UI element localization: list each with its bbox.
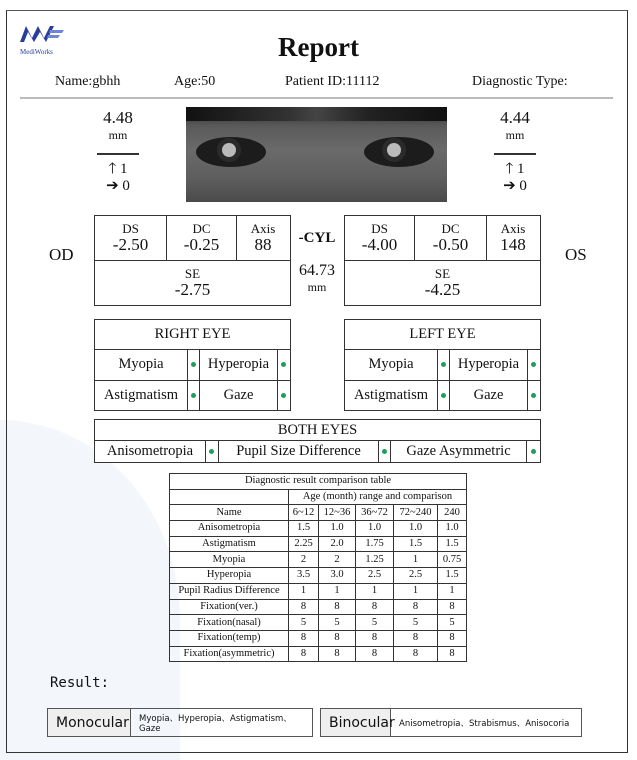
right-eye-hyperopia: Hyperopia — [199, 350, 277, 380]
status-dot-icon — [187, 381, 199, 410]
value-cell: 1.0 — [356, 521, 394, 537]
value-cell: 8 — [289, 646, 319, 662]
value-cell: 8 — [356, 630, 394, 646]
comparison-table — [169, 473, 467, 662]
right-pupil-info — [93, 109, 143, 195]
value-cell: 1 — [356, 583, 394, 599]
value-cell: 8 — [394, 630, 438, 646]
value-cell: 8 — [394, 646, 438, 662]
logo-text: MediWorks — [20, 48, 53, 56]
page-title: Report — [278, 32, 359, 62]
row-name-cell: Fixation(nasal) — [170, 615, 289, 631]
both-eyes-panel — [94, 419, 541, 463]
od-dc: DC -0.25 — [167, 216, 237, 260]
value-cell: 8 — [289, 599, 319, 615]
binocular-label: Binocular — [321, 709, 391, 736]
left-eye-title: LEFT EYE — [409, 326, 476, 342]
row-name-cell: Anisometropia — [170, 521, 289, 537]
value-cell: 1.0 — [394, 521, 438, 537]
value-cell: 1.0 — [319, 521, 356, 537]
value-cell: 1 — [394, 583, 438, 599]
table-row — [170, 630, 467, 646]
arrow-right-icon: ➔ — [106, 177, 119, 194]
arrow-right-icon: ➔ — [503, 177, 516, 194]
right-eye-myopia: Myopia — [118, 356, 164, 372]
row-name-cell: Hyperopia — [170, 568, 289, 584]
od-axis: Axis 88 — [250, 221, 276, 254]
value-cell: 1.0 — [438, 521, 467, 537]
os-refraction-box — [344, 215, 541, 306]
od-refraction-box — [94, 215, 291, 306]
left-pupil-size: 4.44 — [500, 108, 530, 127]
monocular-value: Myopia、Hyperopia、Astigmatism、Gaze — [139, 713, 292, 734]
patient-age: Age:50 — [174, 74, 216, 89]
left-eye-astigmatism: Astigmatism — [353, 387, 429, 403]
value-cell: 1 — [289, 583, 319, 599]
table-row — [170, 568, 467, 584]
table-group-header: Age (month) range and comparison — [289, 489, 467, 505]
value-cell: 2.0 — [319, 536, 356, 552]
right-eye-row-1 — [95, 349, 290, 380]
value-cell: 1.5 — [438, 568, 467, 584]
patient-name: Name:gbhh — [55, 74, 121, 89]
value-cell: 1 — [319, 583, 356, 599]
column-header: Name — [170, 505, 289, 521]
both-eyes-pupil-size-difference: Pupil Size Difference — [218, 441, 378, 462]
left-pupil-info — [490, 109, 540, 195]
pupil-distance-unit: mm — [307, 280, 327, 294]
value-cell: 2.5 — [394, 568, 438, 584]
value-cell: 5 — [394, 615, 438, 631]
binocular-result — [320, 708, 582, 737]
arrow-up-icon: 🡑 — [505, 160, 514, 177]
value-cell: 1.75 — [356, 536, 394, 552]
status-dot-icon — [527, 350, 540, 380]
pupil-distance: 64.73 — [299, 262, 335, 279]
right-pupil-vertical: 1 — [120, 160, 128, 177]
left-eye-myopia: Myopia — [368, 356, 414, 372]
left-pupil-unit: mm — [505, 128, 525, 142]
table-row — [170, 599, 467, 615]
left-eye-row-1 — [345, 349, 540, 380]
status-dot-icon — [277, 381, 290, 410]
both-eyes-anisometropia: Anisometropia — [106, 443, 194, 459]
os-dc: DC -0.50 — [415, 216, 487, 260]
column-header: 12~36 — [319, 505, 356, 521]
both-eyes-row — [95, 440, 540, 462]
value-cell: 5 — [438, 615, 467, 631]
left-pupil-horizontal: 0 — [519, 177, 527, 194]
both-eyes-gaze-asymmetric: Gaze Asymmetric — [390, 441, 526, 462]
status-dot-icon — [437, 350, 449, 380]
status-dot-icon — [277, 350, 290, 380]
row-name-cell: Astigmatism — [170, 536, 289, 552]
table-row — [170, 536, 467, 552]
left-pupil-vertical: 1 — [517, 160, 525, 177]
value-cell: 3.0 — [319, 568, 356, 584]
value-cell: 2.5 — [356, 568, 394, 584]
value-cell: 2 — [289, 552, 319, 568]
table-empty-cell — [170, 489, 289, 505]
row-name-cell: Fixation(ver.) — [170, 599, 289, 615]
table-row — [170, 583, 467, 599]
status-dot-icon — [527, 381, 540, 410]
os-se: SE -4.25 — [345, 260, 540, 305]
value-cell: 1.5 — [438, 536, 467, 552]
value-cell: 0.75 — [438, 552, 467, 568]
value-cell: 1 — [438, 583, 467, 599]
cyl-label: -CYL — [298, 230, 336, 246]
left-eye-hyperopia: Hyperopia — [449, 350, 527, 380]
status-dot-icon — [437, 381, 449, 410]
table-row — [170, 552, 467, 568]
right-eye-title: RIGHT EYE — [154, 326, 231, 342]
os-label: OS — [565, 245, 587, 264]
value-cell: 8 — [394, 599, 438, 615]
right-eye-panel — [94, 319, 291, 411]
value-cell: 8 — [319, 646, 356, 662]
od-ds: DS -2.50 — [95, 216, 167, 260]
right-eye-astigmatism: Astigmatism — [103, 387, 179, 403]
value-cell: 8 — [319, 599, 356, 615]
right-pupil-unit: mm — [108, 128, 128, 142]
left-eye-row-2 — [345, 380, 540, 410]
table-row — [170, 521, 467, 537]
table-row — [170, 646, 467, 662]
left-eye-panel — [344, 319, 541, 411]
column-header: 36~72 — [356, 505, 394, 521]
binocular-value: Anisometropia、Strabismus、Anisocoria — [399, 718, 570, 729]
column-header: 240 — [438, 505, 467, 521]
value-cell: 1.25 — [356, 552, 394, 568]
os-axis: Axis 148 — [500, 221, 526, 254]
right-eye-row-2 — [95, 380, 290, 410]
table-title: Diagnostic result comparison table — [170, 474, 467, 490]
right-eye-gaze: Gaze — [199, 381, 277, 410]
value-cell: 1.5 — [289, 521, 319, 537]
value-cell: 8 — [356, 646, 394, 662]
status-dot-icon — [378, 441, 390, 462]
right-pupil-size: 4.48 — [103, 108, 133, 127]
od-label: OD — [49, 245, 74, 264]
value-cell: 8 — [438, 630, 467, 646]
value-cell: 2 — [319, 552, 356, 568]
value-cell: 8 — [438, 599, 467, 615]
both-eyes-title: BOTH EYES — [277, 422, 358, 438]
row-name-cell: Fixation(asymmetric) — [170, 646, 289, 662]
value-cell: 5 — [289, 615, 319, 631]
right-pupil-horizontal: 0 — [122, 177, 130, 194]
value-cell: 8 — [319, 630, 356, 646]
table-header-row — [170, 505, 467, 521]
status-dot-icon — [187, 350, 199, 380]
row-name-cell: Fixation(temp) — [170, 630, 289, 646]
row-name-cell: Myopia — [170, 552, 289, 568]
value-cell: 1.5 — [394, 536, 438, 552]
row-name-cell: Pupil Radius Difference — [170, 583, 289, 599]
left-eye-gaze: Gaze — [449, 381, 527, 410]
header-divider — [20, 97, 613, 99]
value-cell: 3.5 — [289, 568, 319, 584]
monocular-result — [47, 708, 313, 737]
value-cell: 8 — [356, 599, 394, 615]
result-label: Result: — [50, 675, 110, 691]
monocular-label: Monocular — [48, 709, 131, 736]
status-dot-icon — [205, 441, 218, 462]
column-header: 6~12 — [289, 505, 319, 521]
value-cell: 1 — [394, 552, 438, 568]
arrow-up-icon: 🡑 — [108, 160, 117, 177]
value-cell: 8 — [289, 630, 319, 646]
od-se: SE -2.75 — [95, 260, 290, 305]
column-header: 72~240 — [394, 505, 438, 521]
os-ds: DS -4.00 — [345, 216, 415, 260]
status-dot-icon — [526, 441, 540, 462]
patient-id: Patient ID:11112 — [285, 74, 380, 89]
diagnostic-type: Diagnostic Type: — [472, 74, 568, 89]
eye-photo — [186, 107, 447, 202]
value-cell: 8 — [438, 646, 467, 662]
value-cell: 2.25 — [289, 536, 319, 552]
table-row — [170, 615, 467, 631]
value-cell: 5 — [356, 615, 394, 631]
value-cell: 5 — [319, 615, 356, 631]
